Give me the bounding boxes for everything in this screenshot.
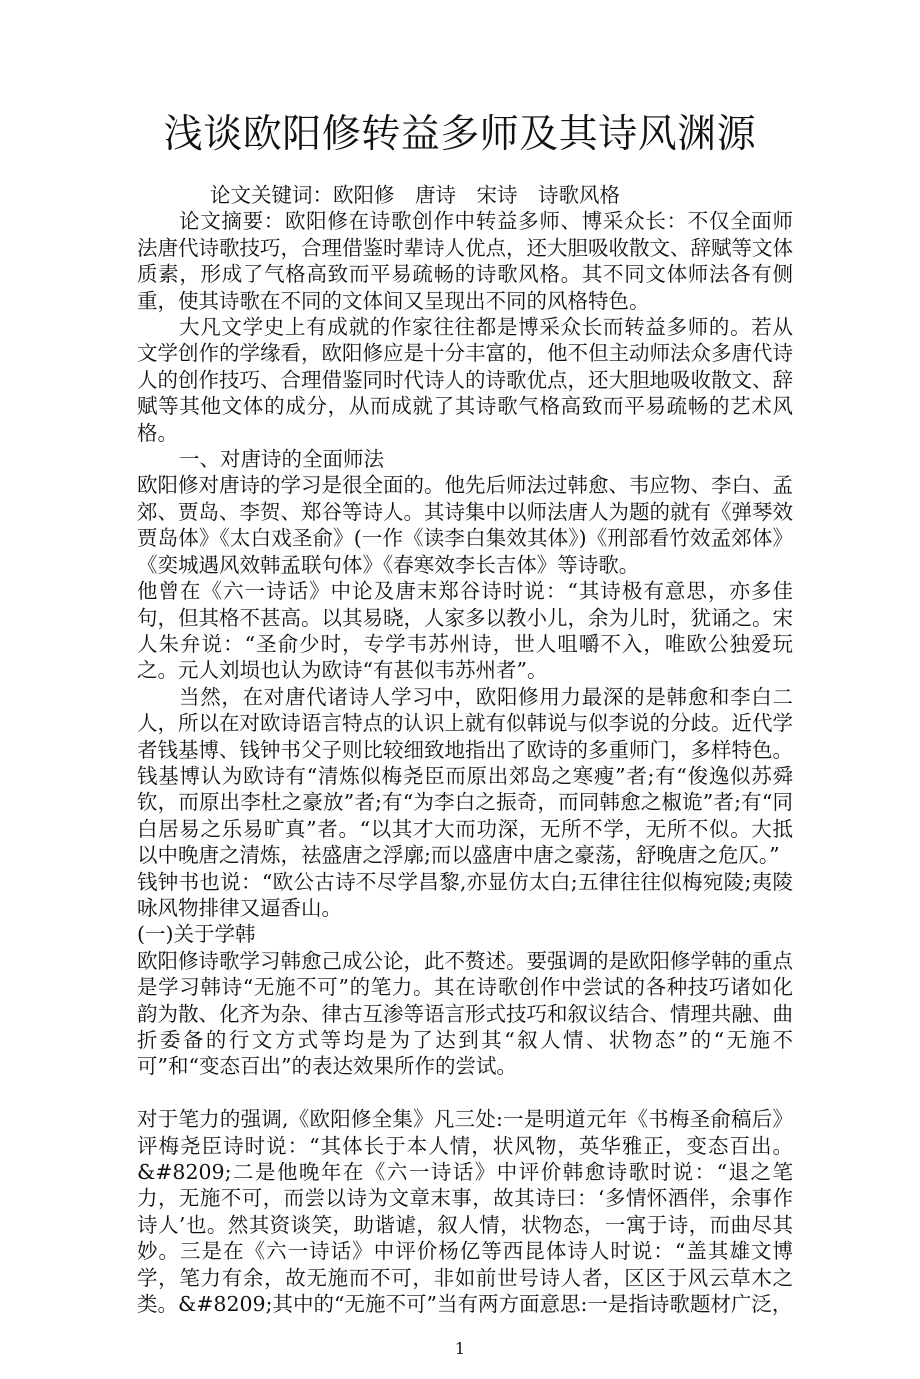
- body-paragraph: 欧阳修对唐诗的学习是很全面的。他先后师法过韩愈、韦应物、李白、孟郊、贾岛、李贺、郑谷等诗人。其诗集中以师法唐人为题的就有《弹琴效贾岛体》《太白戏圣俞》(一作《读李白集效其体》)《刑部看竹效孟郊体》《奕城遇风效韩孟联句体》《春寒效李长吉体》等诗歌。: [137, 473, 793, 577]
- body-paragraph: 欧阳修诗歌学习韩愈己成公论，此不赘述。要强调的是欧阳修学韩的重点是学习韩诗“无施不可”的笔力。其在诗歌创作中尝试的各种技巧诸如化韵为散、化齐为杂、律古互渗等语言形式技巧和叙议结合、情理共融、曲折委备的行文方式等均是为了达到其“叙人情、状物态”的“无施不可”和“变态百出”的表达效果所作的尝试。: [137, 948, 793, 1079]
- body-paragraph: 对于笔力的强调,《欧阳修全集》凡三处:一是明道元年《书梅圣俞稿后》评梅尧臣诗时说：“其体长于本人情，状风物，英华雅正，变态百出。&#8209;二是他晚年在《六一诗话》中评价韩愈诗歌时说：“退之笔力，无施不可，而尝以诗为文章末事，故其诗曰：‘多情怀酒伴，余事作诗人’也。然其资谈笑，助谐谑，叙人情，状物态，一寓于诗，而曲尽其妙。三是在《六一诗话》中评价杨亿等西昆体诗人时说：“盖其雄文博学，笔力有余，故无施而不可，非如前世号诗人者，区区于风云草木之类。&#8209;其中的“无施不可”当有两方面意思:一是指诗歌题材广泛，: [137, 1107, 793, 1317]
- page-number: 1: [454, 1339, 466, 1359]
- intro-paragraph: 大凡文学史上有成就的作家往往都是博采众长而转益多师的。若从文学创作的学缘看，欧阳修应是十分丰富的，他不但主动师法众多唐代诗人的创作技巧、合理借鉴同时代诗人的诗歌优点，还大胆地吸收散文、辞赋等其他文体的成分，从而成就了其诗歌气格高致而平易疏畅的艺术风格。: [137, 315, 793, 445]
- document-title: 浅谈欧阳修转益多师及其诗风渊源: [163, 112, 757, 157]
- keywords: 论文关键词：欧阳修 唐诗 宋诗 诗歌风格: [210, 183, 620, 207]
- body-paragraph: 钱基博认为欧诗有“清炼似梅尧臣而原出郊岛之寒瘦”者;有“俊逸似苏舜钦，而原出李杜之豪放”者;有“为李白之振奇，而同韩愈之椒诡”者;有“同白居易之乐易旷真”者。“以其才大而功深，无所不学，无所不似。大抵以中晚唐之清炼，祛盛唐之浮廓;而以盛唐中唐之豪荡，舒晚唐之危仄。”: [137, 763, 793, 868]
- document-body: [137, 182, 793, 1317]
- body-paragraph: 他曾在《六一诗话》中论及唐末郑谷诗时说：“其诗极有意思，亦多佳句，但其格不甚高。以其易晓，人家多以教小儿，余为儿时，犹诵之。宋人朱弁说：“圣俞少时，专学韦苏州诗，世人咀嚼不入，唯欧公独爱玩之。元人刘埙也认为欧诗“有甚似韦苏州者”。: [137, 579, 793, 683]
- abstract-paragraph: 论文摘要：欧阳修在诗歌创作中转益多师、博采众长：不仅全面师法唐代诗歌技巧，合理借鉴时辈诗人优点，还大胆吸收散文、辞赋等文体质素，形成了气格高致而平易疏畅的诗歌风格。其不同文体师法各有侧重，使其诗歌在不同的文体间又呈现出不同的风格特色。: [137, 209, 793, 313]
- body-paragraph: 钱钟书也说：“欧公古诗不尽学昌黎,亦显仿太白;五律往往似梅宛陵;夷陵咏风物排律又逼香山。: [137, 869, 793, 920]
- blank-line: [137, 1080, 793, 1106]
- section-heading: 一、对唐诗的全面师法: [179, 447, 384, 472]
- subsection-heading: (一)关于学韩: [137, 922, 256, 947]
- body-paragraph: 当然，在对唐代诸诗人学习中，欧阳修用力最深的是韩愈和李白二人，所以在对欧诗语言特点的认识上就有似韩说与似李说的分歧。近代学者钱基博、钱钟书父子则比较细致地指出了欧诗的多重师门，多样特色。: [137, 684, 793, 762]
